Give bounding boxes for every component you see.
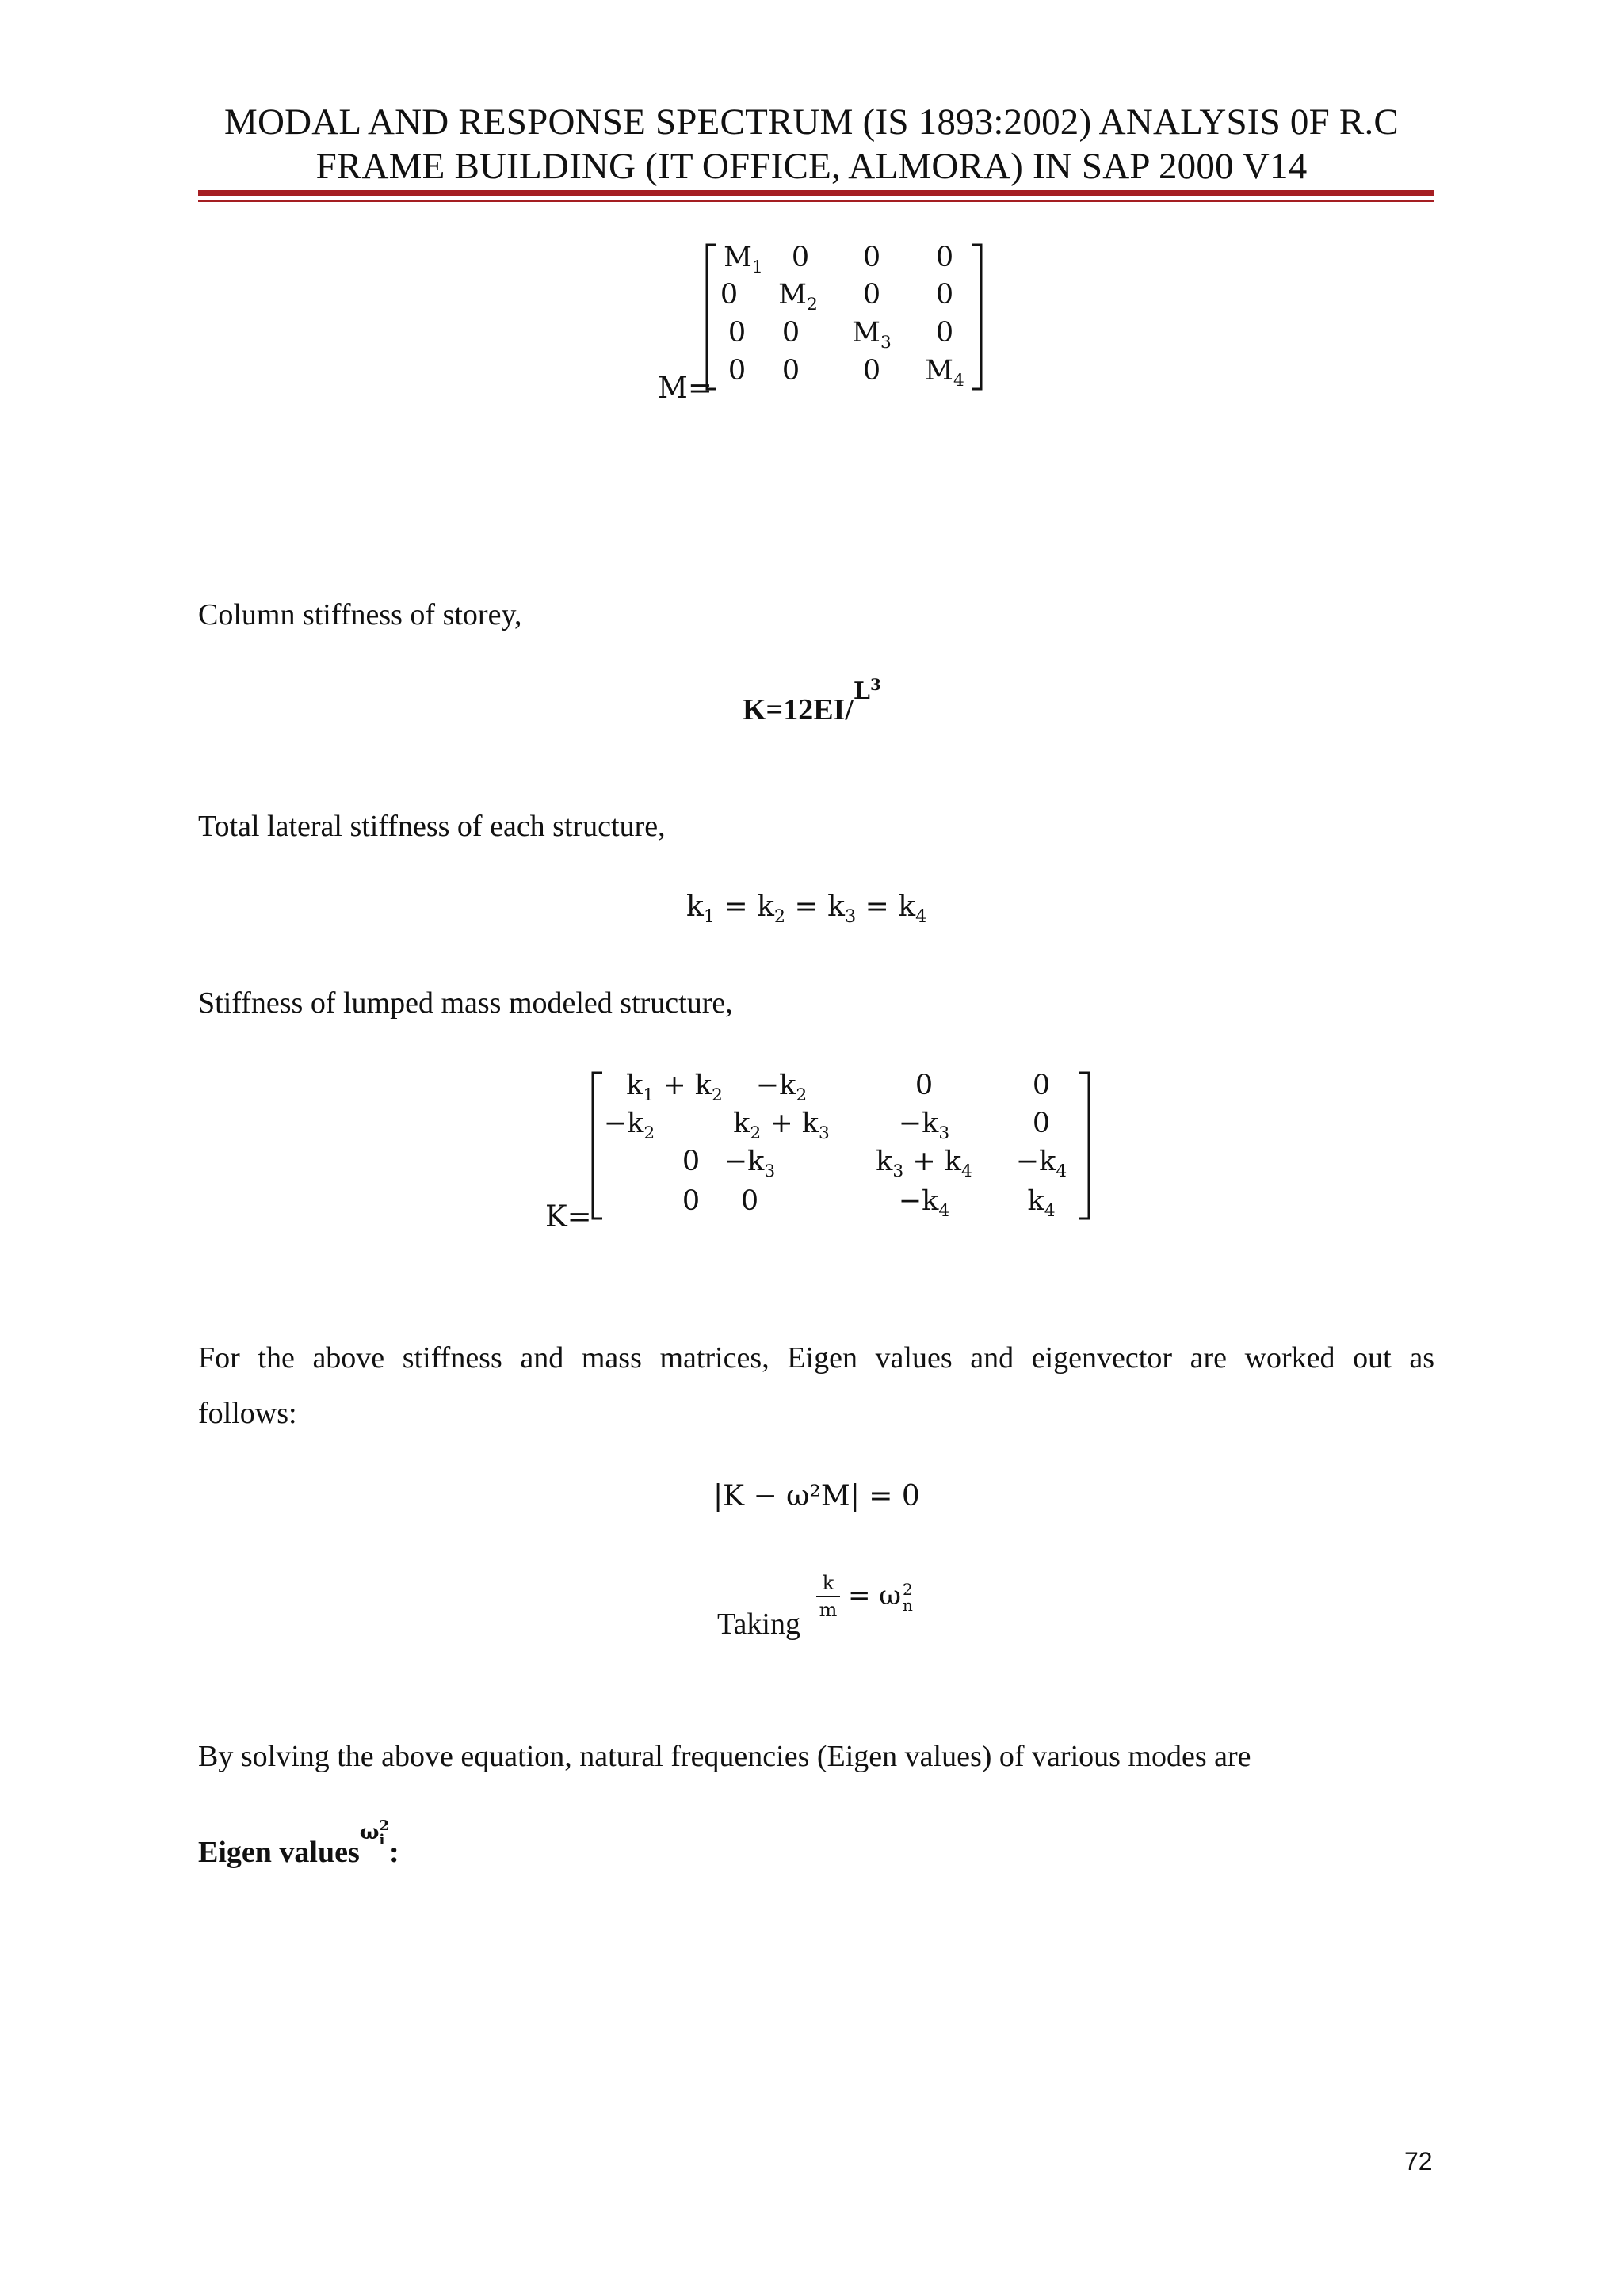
header-rule-thick: [198, 190, 1434, 196]
text-taking: Taking: [717, 1608, 800, 1641]
m-cell: 0: [862, 355, 881, 387]
equation-equal-stiffness: $k_1 = k_2 = k_3 = k_4$: [686, 891, 927, 928]
m-cell: 0: [727, 317, 747, 349]
k-cell: $-k_3$: [724, 1146, 776, 1181]
k-cell: $k_4$: [1027, 1185, 1056, 1221]
m-cell: 0: [781, 355, 800, 387]
mass-matrix: [705, 242, 983, 392]
m-cell: 0: [862, 242, 881, 273]
text-column-stiffness: Column stiffness of storey,: [198, 598, 522, 631]
heading-eigen-values: Eigen valuesω 2 i :: [198, 1817, 399, 1869]
page-number: 72: [1404, 2147, 1433, 2176]
k-cell: $k_1 + k_2$: [626, 1070, 723, 1105]
k-cell: $k_2 + k_3$: [733, 1108, 830, 1143]
m-cell: $M_4$: [925, 355, 964, 391]
k-cell: $-k_3$: [898, 1108, 950, 1143]
text-solving: By solving the above equation, natural frequencies (Eigen values) of various modes are: [198, 1740, 1251, 1773]
equation-omega-n-squared: = ω 2 n: [848, 1580, 913, 1615]
equation-k-formula: K=12EI/$^{L^3}$: [743, 675, 881, 727]
fraction-k-over-m: k m: [816, 1572, 840, 1621]
text-lumped-mass: Stiffness of lumped mass modeled structure,: [198, 986, 733, 1020]
m-cell: $M_2$: [778, 279, 818, 315]
m-cell: 0: [791, 242, 810, 273]
k-cell: 0: [1032, 1070, 1051, 1101]
k-cell: $k_3 + k_4$: [876, 1146, 972, 1181]
k-cell: $-k_2$: [755, 1070, 808, 1105]
k-cell: 0: [682, 1146, 701, 1177]
m-cell: 0: [727, 355, 747, 387]
text-eigen-intro-line1: For the above stiffness and mass matrices, Eigen values and eigenvector are worked out as: [198, 1341, 1434, 1375]
m-cell: 0: [862, 279, 881, 311]
mass-matrix-label: M=: [658, 371, 712, 405]
equation-determinant: |K − ω²M| = 0: [713, 1480, 920, 1512]
m-cell: 0: [935, 242, 954, 273]
m-cell: 0: [781, 317, 800, 349]
stiffness-matrix-label: K=: [545, 1199, 592, 1234]
header-line-2: FRAME BUILDING (IT OFFICE, ALMORA) IN SAP 2000 V14: [315, 146, 1308, 187]
m-cell: 0: [935, 279, 954, 311]
k-cell: 0: [740, 1185, 759, 1217]
k-cell: 0: [915, 1070, 934, 1101]
m-cell: 0: [935, 317, 954, 349]
text-total-lateral: Total lateral stiffness of each structure,: [198, 810, 666, 843]
m-cell: $M_1$: [724, 242, 763, 277]
header-line-1: MODAL AND RESPONSE SPECTRUM (IS 1893:2002) ANALYSIS 0F R.C: [224, 101, 1399, 143]
k-cell: 0: [682, 1185, 701, 1217]
k-cell: 0: [1032, 1108, 1051, 1139]
k-cell: $-k_4$: [898, 1185, 950, 1221]
running-header: [158, 100, 1465, 189]
m-cell: $M_3$: [852, 317, 892, 353]
text-eigen-intro-line2: follows:: [198, 1397, 297, 1430]
m-cell: 0: [720, 279, 739, 311]
header-rule-thin: [198, 200, 1434, 202]
k-cell: $-k_2$: [603, 1108, 655, 1143]
k-cell: $-k_4$: [1015, 1146, 1067, 1181]
stiffness-matrix: [591, 1070, 1090, 1222]
